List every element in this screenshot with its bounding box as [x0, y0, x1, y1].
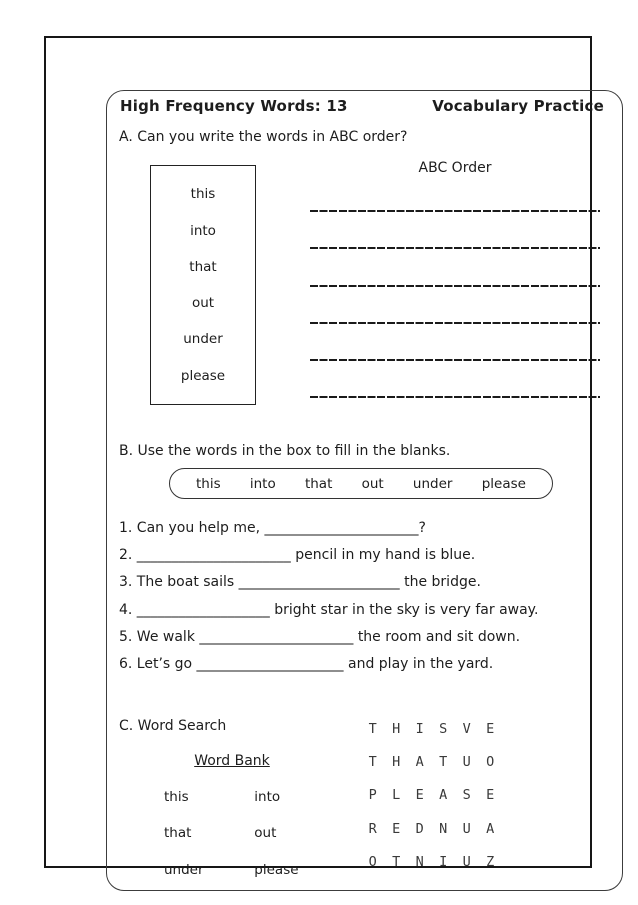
- word-search-grid: [361, 713, 502, 879]
- word-bank-title: Word Bank: [194, 753, 270, 769]
- word-search-row: [361, 746, 502, 779]
- word-bank-item: under: [412, 475, 453, 492]
- section-b-word-bank-box: [169, 468, 553, 499]
- word-search-letter: E: [392, 820, 401, 837]
- word-box-item: that: [189, 258, 217, 275]
- sentence-line: 6. Let’s go _____________________ and play in the yard.: [119, 656, 494, 673]
- worksheet-title: High Frequency Words: 13: [120, 97, 348, 115]
- section-a-heading: A. Can you write the words in ABC order?: [119, 129, 408, 145]
- abc-order-blank-line: [310, 359, 600, 361]
- word-search-letter: U: [462, 853, 471, 870]
- outer-border: [44, 36, 604, 878]
- word-search-letter: S: [439, 721, 448, 737]
- word-bank-word: this: [164, 789, 189, 805]
- word-search-row: [361, 846, 502, 879]
- word-search-letter: E: [486, 721, 495, 737]
- word-bank-item: that: [304, 475, 333, 492]
- word-search-letter: L: [392, 787, 401, 804]
- section-c-heading: C. Word Search: [119, 718, 227, 734]
- fill-in-sentences: [119, 515, 621, 678]
- abc-order-blank-line: [310, 396, 600, 398]
- word-box-item: into: [190, 222, 216, 239]
- worksheet-subtitle: Vocabulary Practice: [432, 97, 604, 115]
- worksheet-frame: [106, 90, 623, 891]
- word-search-letter: I: [415, 721, 424, 737]
- word-bank-word: under: [164, 862, 204, 878]
- word-bank-row: [164, 825, 276, 841]
- word-search-letter: N: [439, 820, 448, 837]
- word-search-letter: D: [415, 820, 424, 837]
- word-search-letter: T: [368, 754, 377, 771]
- word-box-item: out: [191, 295, 215, 312]
- word-box-item: under: [183, 331, 223, 348]
- sentence-line: 4. ___________________ bright star in the sky is very far away.: [119, 601, 539, 618]
- word-search-row: [361, 779, 502, 812]
- word-bank-word: that: [164, 825, 192, 841]
- word-search-letter: E: [486, 787, 495, 804]
- word-search-letter: O: [368, 853, 377, 870]
- word-bank-item: please: [481, 475, 526, 492]
- word-search-letter: T: [439, 754, 448, 771]
- abc-order-blank-line: [310, 210, 600, 212]
- section-b-heading: B. Use the words in the box to fill in the blanks.: [119, 443, 451, 459]
- word-bank-word: out: [254, 825, 277, 841]
- word-search-letter: E: [415, 787, 424, 804]
- word-search-letter: H: [392, 721, 401, 737]
- abc-order-label: ABC Order: [418, 160, 492, 176]
- sentence-line: 1. Can you help me, ______________________?: [119, 520, 426, 536]
- word-bank-item: out: [361, 475, 384, 492]
- abc-order-blank-line: [310, 247, 600, 249]
- word-search-letter: I: [439, 853, 448, 870]
- word-search-letter: T: [392, 853, 401, 870]
- word-bank-item: this: [196, 475, 221, 492]
- sentence-line: 5. We walk ______________________ the room and sit down.: [119, 628, 521, 645]
- word-box-item: this: [190, 186, 216, 203]
- word-bank-item: into: [249, 475, 276, 492]
- word-search-letter: H: [392, 754, 401, 771]
- word-search-letter: N: [415, 853, 424, 870]
- word-bank-row: [164, 789, 280, 805]
- word-search-letter: S: [462, 787, 471, 804]
- word-search-letter: V: [462, 721, 471, 737]
- sentence-line: 2. ______________________ pencil in my hand is blue.: [119, 547, 476, 564]
- word-search-letter: U: [462, 820, 471, 837]
- word-bank-row: [164, 862, 299, 878]
- abc-order-blank-line: [310, 322, 600, 324]
- word-search-row: [361, 713, 502, 746]
- word-search-letter: A: [486, 820, 495, 837]
- word-search-row: [361, 813, 502, 846]
- abc-order-blank-line: [310, 285, 600, 287]
- sentence-line: 3. The boat sails _______________________ the bridge.: [119, 574, 481, 591]
- word-search-letter: A: [415, 754, 424, 771]
- word-bank-word: please: [254, 862, 299, 878]
- word-box-item: please: [180, 367, 226, 384]
- word-search-letter: U: [462, 754, 471, 771]
- word-search-letter: R: [368, 820, 377, 837]
- word-search-letter: A: [439, 787, 448, 804]
- word-search-letter: O: [486, 754, 495, 771]
- word-bank-word: into: [254, 789, 281, 805]
- section-a-word-box: [150, 165, 256, 405]
- word-search-letter: T: [368, 721, 377, 737]
- word-search-letter: P: [368, 787, 377, 804]
- word-search-letter: Z: [486, 853, 495, 870]
